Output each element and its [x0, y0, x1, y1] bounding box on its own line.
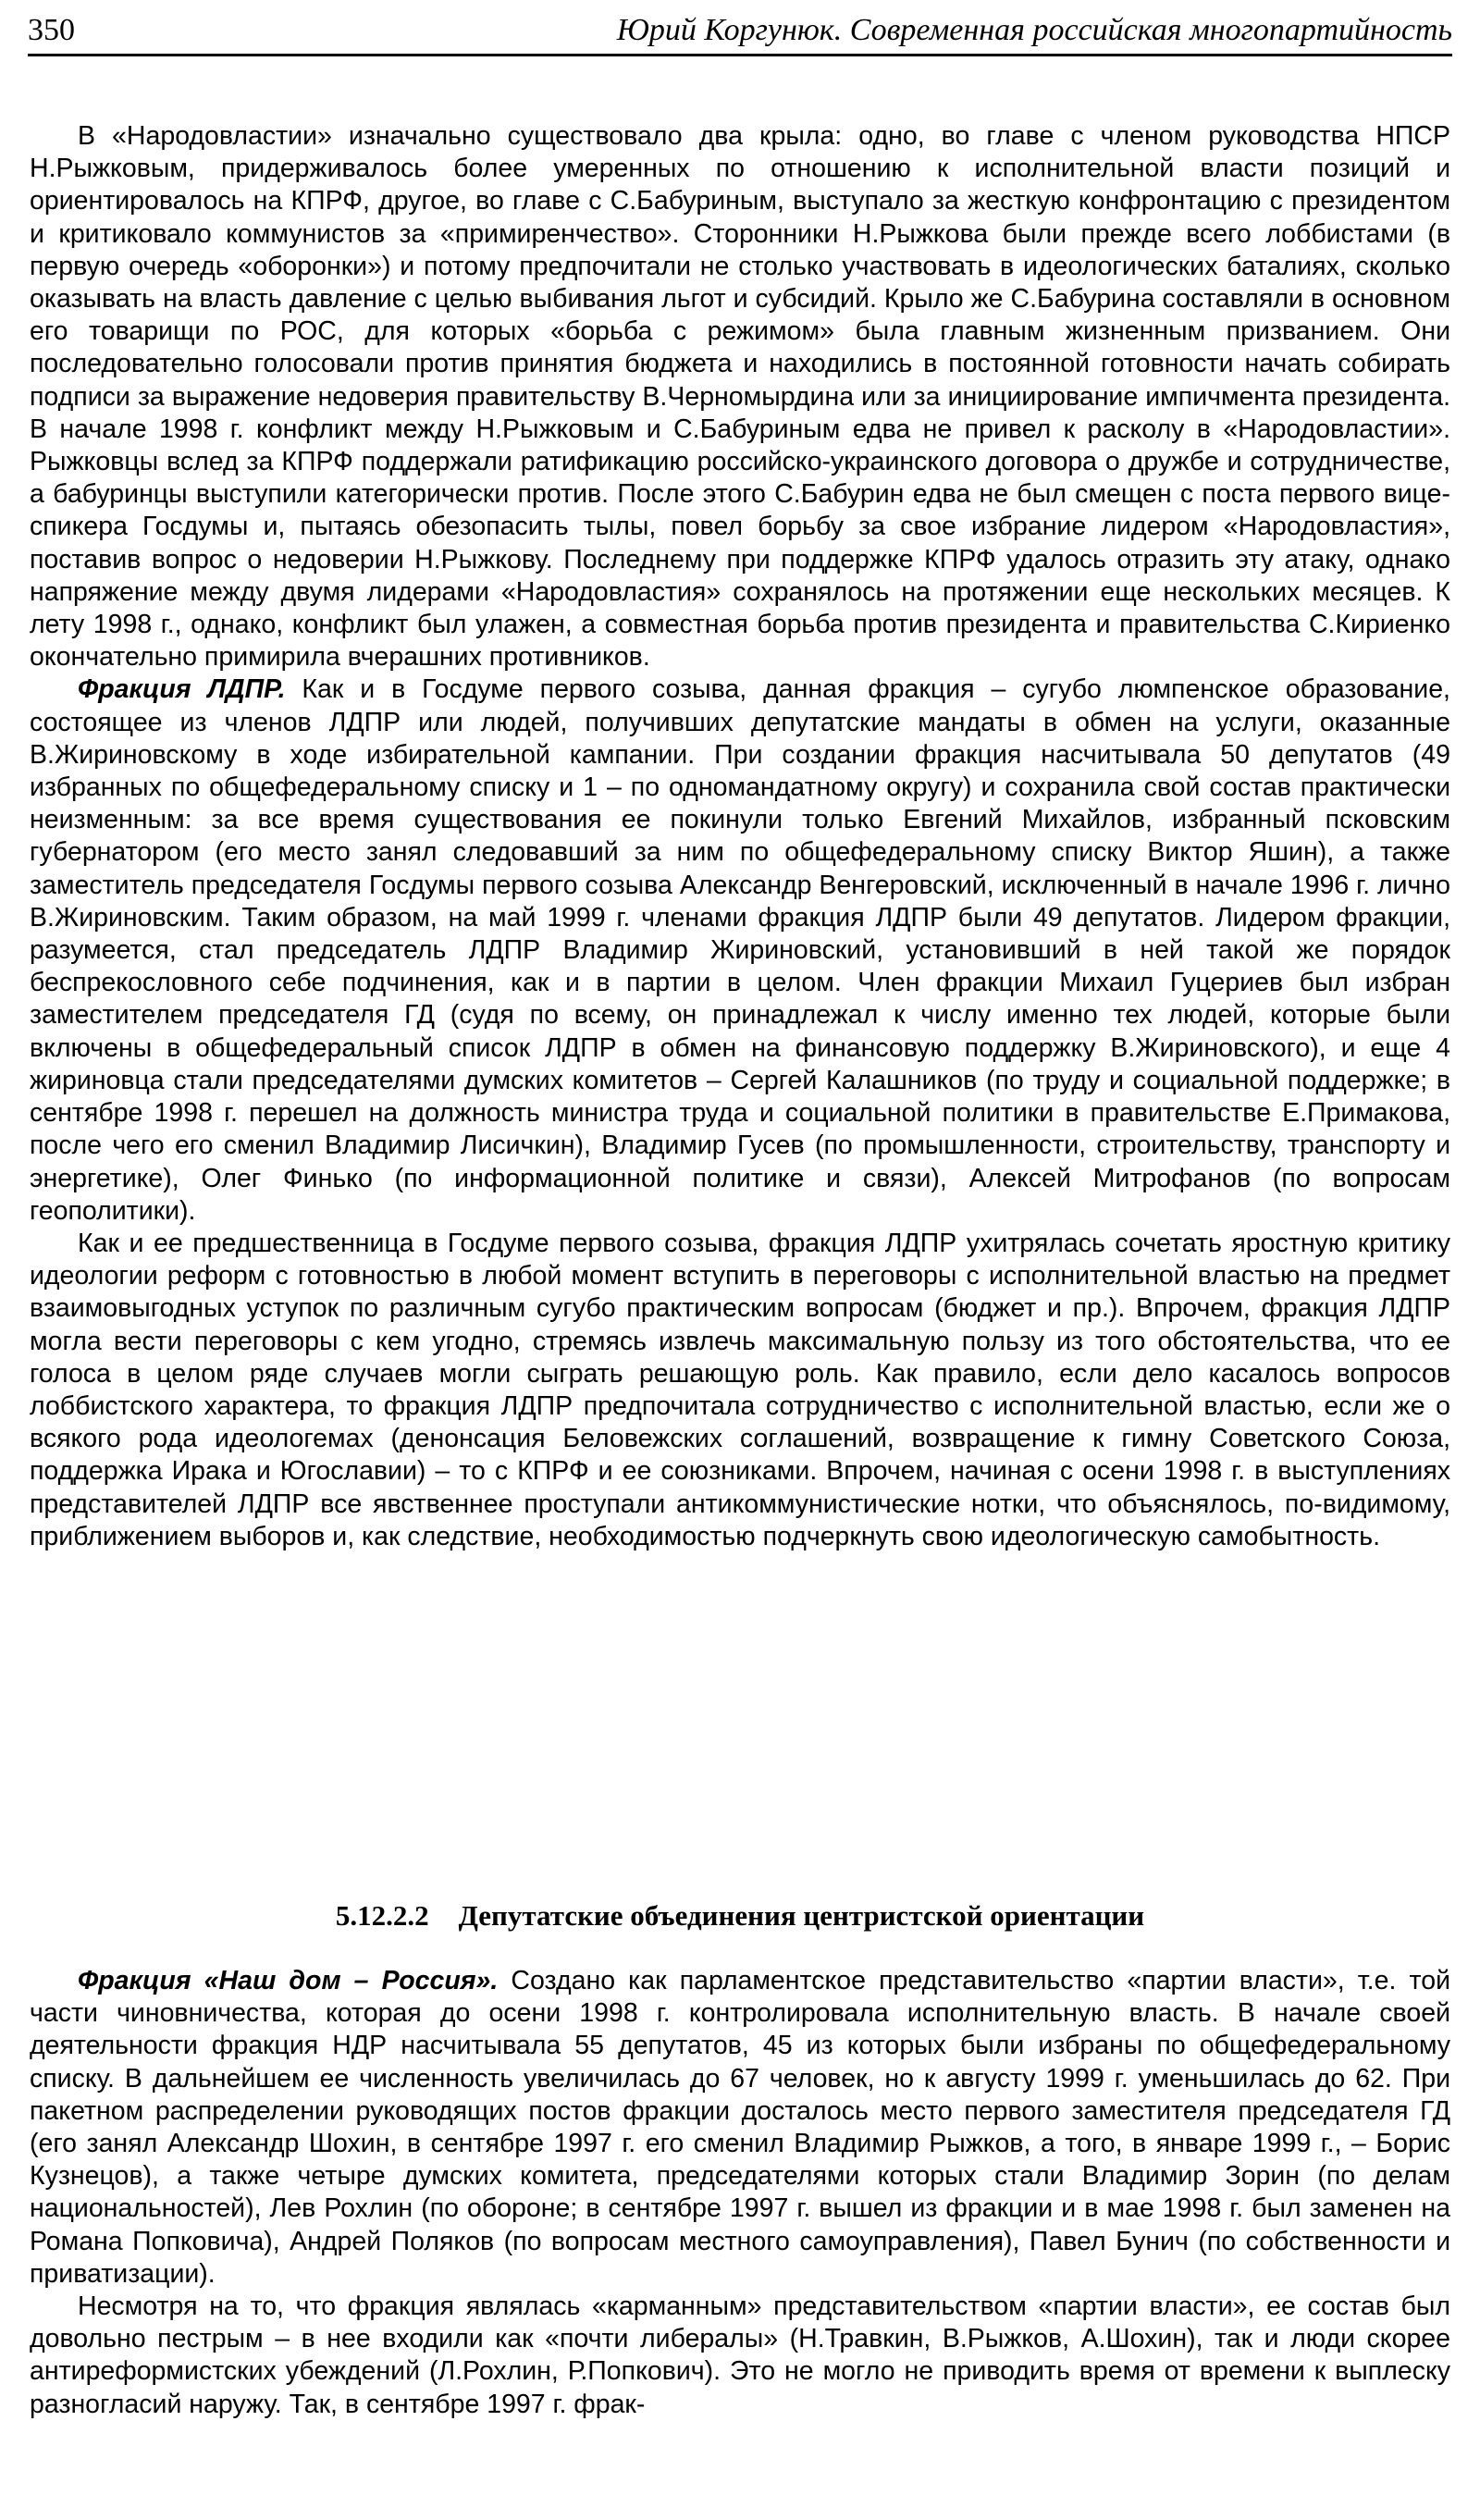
paragraph: [30, 1228, 1450, 1553]
paragraph-text: В «Народовластии» изначально существовало два крыла: одно, во главе с членом руководства НПСР Н.Рыжковым, придерживалось более умеренных по отношению к исполнительной власти позиций и ориентировалось на КПРФ, другое, во главе с С.Бабуриным, выступало за жесткую конфронтацию с президентом и критиковало коммунистов за «примиренчество». Сторонники Н.Рыжкова были прежде всего лоббистами (в первую очередь «оборонки») и потому предпочитали не столько участвовать в идеологических баталиях, сколько оказывать на власть давление с целью выбивания льгот и субсидий. Крыло же С.Бабурина составляли в основном его товарищи по РОС, для которых «борьба с режимом» была главным жизненным призванием. Они последовательно голосовали против принятия бюджета и находились в постоянной готовности начать собирать подписи за выражение недоверия правительству В.Черномырдина или за инициирование импичмента президента. В начале 1998 г. конфликт между Н.Рыжковым и С.Бабуриным едва не привел к расколу в «Народовластии». Рыжковцы вслед за КПРФ поддержали ратификацию российско-украинского договора о дружбе и сотрудничестве, а бабуринцы выступили категорически против. После этого С.Бабурин едва не был смещен с поста первого вице-спикера Госдумы и, пытаясь обезопасить тылы, повел борьбу за свое избрание лидером «Народовластия», поставив вопрос о недоверии Н.Рыжкову. Последнему при поддержке КПРФ удалось отразить эту атаку, однако напряжение между двумя лидерами «Народовластия» сохранялось на протяжении еще нескольких месяцев. К лету 1998 г., однако, конфликт был улажен, а совместная борьба против президента и правительства С.Кириенко окончательно примирила вчерашних противников.: [30, 121, 1450, 673]
paragraph-text: Создано как парламентское представительство «партии власти», т.е. той части чиновничества, которая до осени 1998 г. контролировала исполнительную власть. В начале своей деятельности фракция НДР насчитывала 55 депутатов, 45 из которых были избраны по общефедеральному списку. В дальнейшем ее численность увеличилась до 67 человек, но к августу 1999 г. уменьшилась до 62. При пакетном распределении руководящих постов фракции досталось место первого заместителя председателя ГД (его занял Александр Шохин, в сентябре 1997 г. его сменил Владимир Рыжков, а того, в январе 1999 г., – Борис Кузнецов), а также четыре думских комитета, председателями которых стали Владимир Зорин (по делам национальностей), Лев Рохлин (по обороне; в сентябре 1997 г. вышел из фракции и в мае 1998 г. был заменен на Романа Попковича), Андрей Поляков (по вопросам местного самоуправления), Павел Бунич (по собственности и приватизации).: [30, 1966, 1450, 2289]
paragraph-text: Несмотря на то, что фракция являлась «карманным» представительством «партии власти», ее состав был довольно пестрым – в нее входили как «почти либералы» (Н.Травкин, В.Рыжков, А.Шохин), так и люди скорее антиреформистских убеждений (Л.Рохлин, Р.Попкович). Это не могло не приводить время от времени к выплеску разногласий наружу. Так, в сентябре 1997 г. фрак-: [30, 2291, 1450, 2419]
running-title: Юрий Коргунюк. Современная российская многопартийность: [616, 13, 1452, 47]
paragraph: [30, 2291, 1450, 2421]
paragraph: [30, 673, 1450, 1227]
main-text: [30, 120, 1450, 1553]
paragraph-text: Как и ее предшественница в Госдуме первого созыва, фракция ЛДПР ухитрялась сочетать яростную критику идеологии реформ с готовностью в любой момент вступить в переговоры с исполнительной властью на предмет взаимовыгодных уступок по различным сугубо практическим вопросам (бюджет и пр.). Впрочем, фракция ЛДПР могла вести переговоры с кем угодно, стремясь извлечь максимальную пользу из того обстоятельства, что ее голоса в целом ряде случаев могли сыграть решающую роль. Как правило, если дело касалось вопросов лоббистского характера, то фракция ЛДПР предпочитала сотрудничество с исполнительной властью, если же о всякого рода идеологемах (денонсация Беловежских соглашений, возвращение к гимну Советского Союза, поддержка Ирака и Югославии) – то с КПРФ и ее союзниками. Впрочем, начиная с осени 1998 г. в выступлениях представителей ЛДПР все явственнее проступали антикоммунистические нотки, что объяснялось, по-видимому, приближением выборов и, как следствие, необходимостью подчеркнуть свою идеологическую самобытность.: [30, 1228, 1450, 1551]
section-heading: [30, 1899, 1450, 1936]
section-number: 5.12.2.2: [335, 1899, 429, 1932]
section-text: [30, 1965, 1450, 2421]
running-header: [28, 9, 1452, 56]
section-title: Депутатские объединения центристской ориентации: [458, 1899, 1145, 1932]
paragraph-lead: Фракция «Наш дом – Россия».: [78, 1966, 499, 1995]
paragraph-text: Как и в Госдуме первого созыва, данная фракция – сугубо люмпенское образование, состоящее из членов ЛДПР или людей, получивших депутатские мандаты в обмен на услуги, оказанные В.Жириновскому в ходе избирательной кампании. При создании фракция насчитывала 50 депутатов (49 избранных по общефедеральному списку и 1 – по одномандатному округу) и сохранила свой состав практически неизменным: за все время существования ее покинули только Евгений Михайлов, избранный псковским губернатором (его место занял следовавший за ним по общефедеральному списку Виктор Яшин), а также заместитель председателя Госдумы первого созыва Александр Венгеровский, исключенный в начале 1996 г. лично В.Жириновским. Таким образом, на май 1999 г. членами фракция ЛДПР были 49 депутатов. Лидером фракции, разумеется, стал председатель ЛДПР Владимир Жириновский, установивший в ней такой же порядок беспрекословного себе подчинения, как и в партии в целом. Член фракции Михаил Гуцериев был избран заместителем председателя ГД (судя по всему, он принадлежал к числу именно тех людей, которые были включены в общефедеральный список ЛДПР в обмен на финансовую поддержку В.Жириновского), и еще 4 жириновца стали председателями думских комитетов – Сергей Калашников (по труду и социальной поддержке; в сентябре 1998 г. перешел на должность министра труда и социальной политики в правительстве Е.Примакова, после чего его сменил Владимир Лисичкин), Владимир Гусев (по промышленности, строительству, транспорту и энергетике), Олег Финько (по информационной политике и связи), Алексей Митрофанов (по вопросам геополитики).: [30, 674, 1450, 1226]
page-number: 350: [28, 13, 75, 47]
paragraph-lead: Фракция ЛДПР.: [78, 674, 286, 705]
paragraph: [30, 120, 1450, 673]
paragraph: [30, 1965, 1450, 2291]
